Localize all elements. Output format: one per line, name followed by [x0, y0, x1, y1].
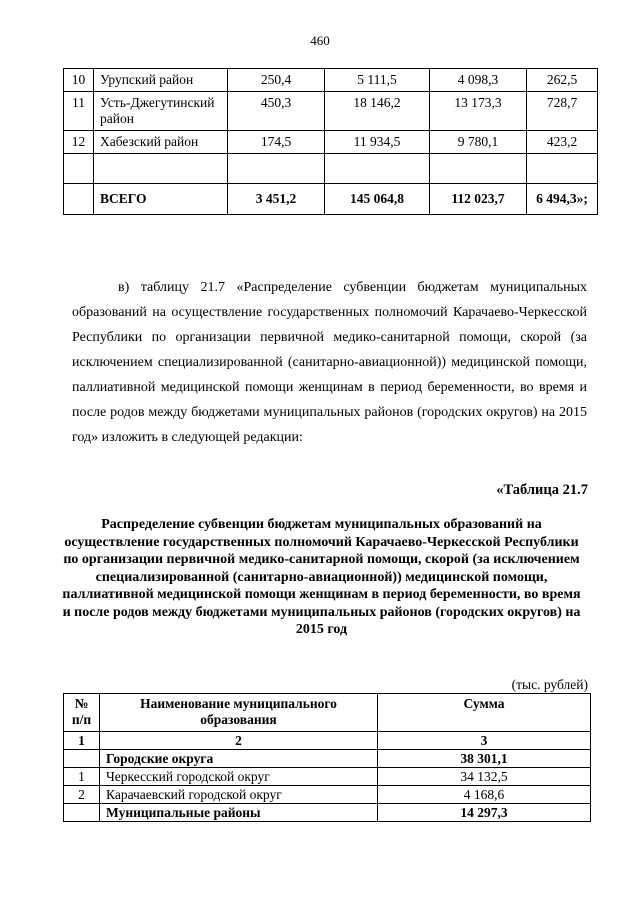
total-value: 112 023,7	[430, 184, 527, 215]
municipality-name: Карачаевский городской округ	[100, 786, 378, 804]
table-row	[64, 131, 598, 154]
row-number: 2	[64, 786, 100, 804]
header-number: № п/п	[64, 694, 100, 732]
value-cell: 18 146,2	[325, 92, 430, 131]
total-value: 145 064,8	[325, 184, 430, 215]
sum-cell: 34 132,5	[378, 768, 591, 786]
total-label: ВСЕГО	[94, 184, 228, 215]
value-cell: 423,2	[527, 131, 598, 154]
empty-row	[64, 154, 598, 184]
group-row	[64, 804, 591, 822]
page-number: 460	[310, 33, 330, 48]
amendment-paragraph: в) таблицу 21.7 «Распределение субвенции бюджетам муниципальных образований на осуществление государственных полномочий Карачаево-Черкесской Республики по организации первичной медико-санитарной помощи, скорой (за исключением специализированной (санитарно-авиационной)) медицинской помощи, паллиативной медицинской помощи женщинам в период беременности, во время и после родов между бюджетами муниципальных районов (городских округов) на 2015 год» изложить в следующей редакции:	[72, 280, 587, 445]
sum-cell: 4 168,6	[378, 786, 591, 804]
table-row	[64, 69, 598, 92]
column-number: 3	[378, 732, 591, 750]
sum-cell: 14 297,3	[378, 804, 591, 822]
value-cell: 450,3	[228, 92, 325, 131]
total-value: 3 451,2	[228, 184, 325, 215]
group-name: Муниципальные районы	[100, 804, 378, 822]
total-value: 6 494,3»;	[527, 184, 598, 215]
value-cell: 4 098,3	[430, 69, 527, 92]
total-row	[64, 184, 598, 215]
group-name: Городские округа	[100, 750, 378, 768]
district-name: Усть-Джегутинский район	[94, 92, 228, 131]
column-numbers-row	[64, 732, 591, 750]
subvention-table-continuation	[63, 68, 598, 215]
row-number: 11	[64, 92, 94, 131]
value-cell: 174,5	[228, 131, 325, 154]
column-number: 2	[100, 732, 378, 750]
row-number	[64, 750, 100, 768]
group-row	[64, 750, 591, 768]
row-number: 1	[64, 768, 100, 786]
row-number: 12	[64, 131, 94, 154]
table-label: «Таблица 21.7	[496, 482, 588, 498]
table-row	[64, 92, 598, 131]
subvention-distribution-table	[63, 693, 591, 822]
value-cell: 11 934,5	[325, 131, 430, 154]
value-cell: 5 111,5	[325, 69, 430, 92]
value-cell: 262,5	[527, 69, 598, 92]
sum-cell: 38 301,1	[378, 750, 591, 768]
district-name: Урупский район	[94, 69, 228, 92]
table-row	[64, 768, 591, 786]
row-number: 10	[64, 69, 94, 92]
value-cell: 9 780,1	[430, 131, 527, 154]
table-row	[64, 786, 591, 804]
municipality-name: Черкесский городской округ	[100, 768, 378, 786]
units-label: (тыс. рублей)	[511, 677, 588, 692]
value-cell: 13 173,3	[430, 92, 527, 131]
column-number: 1	[64, 732, 100, 750]
table-title: Распределение субвенции бюджетам муниципальных образований на осуществление государственных полномочий Карачаево-Черкесской Республики по организации первичной медико-санитарной помощи, скорой (за исключением специализированной (санитарно-авиационной)) медицинской помощи, паллиативной медицинской помощи женщинам в период беременности, во время и после родов между бюджетами муниципальных районов (городских округов) на 2015 год	[62, 517, 581, 637]
value-cell: 728,7	[527, 92, 598, 131]
row-number	[64, 804, 100, 822]
value-cell: 250,4	[228, 69, 325, 92]
header-name: Наименование муниципального образования	[100, 694, 378, 732]
table-header-row	[64, 694, 591, 732]
district-name: Хабезский район	[94, 131, 228, 154]
header-sum: Сумма	[378, 694, 591, 732]
